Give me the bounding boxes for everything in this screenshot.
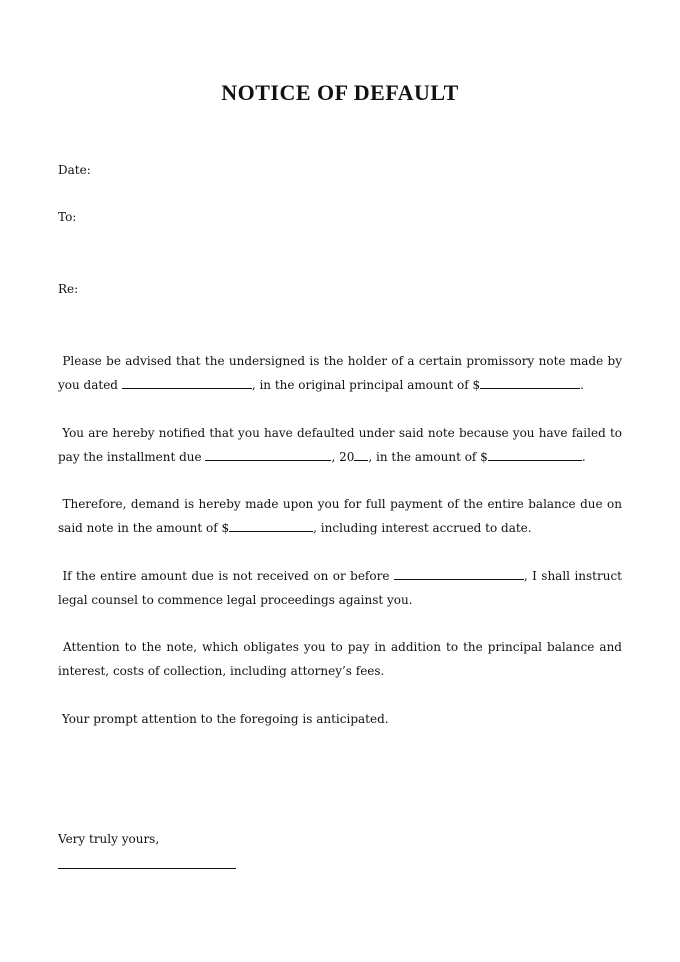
para4-text-1: If the entire amount due is not received on or before	[62, 569, 390, 583]
paragraph-demand	[58, 492, 622, 540]
to-label: To:	[58, 210, 77, 224]
paragraph-holder-notice	[58, 349, 622, 397]
para1-text-1: Please be advised that the undersigned is the holder of a certain promissory note made by you dated	[58, 354, 622, 392]
para1-text-2: , in the original principal amount of $	[251, 378, 481, 392]
para3-text-1: Therefore, demand is hereby made upon you for full payment of the entire balance due on said note in the amount of $	[58, 497, 622, 535]
para1-text-3: .	[580, 378, 584, 392]
paragraph-default-notice	[58, 421, 622, 469]
document-title: NOTICE OF DEFAULT	[221, 80, 459, 105]
installment-due-date-blank	[205, 448, 331, 461]
year-blank	[354, 448, 368, 461]
para2-text-2: , 20	[331, 450, 355, 464]
signature-line	[58, 868, 236, 869]
para2-text-3: , in the amount of $	[368, 450, 488, 464]
closing-text: Very truly yours,	[58, 832, 160, 846]
paragraph-attention	[58, 635, 622, 683]
para2-text-4: .	[581, 450, 586, 464]
installment-amount-blank	[488, 448, 582, 461]
paragraph-prompt-attention	[58, 707, 622, 731]
para5-text: Attention to the note, which obligates you to pay in addition to the principal balance and interest, costs of collection, including attorney’s fees.	[58, 640, 622, 678]
para6-text: Your prompt attention to the foregoing is anticipated.	[61, 712, 389, 726]
balance-amount-blank	[229, 519, 313, 532]
para3-text-2: , including interest accrued to date.	[313, 521, 532, 535]
para2-text-1: You are hereby notified that you have defaulted under said note because you have failed to pay the installment due	[58, 426, 622, 464]
re-label: Re:	[58, 282, 79, 296]
date-label: Date:	[58, 163, 91, 177]
para4-text-2: , I shall instruct legal counsel to commence legal proceedings against you.	[58, 569, 622, 607]
principal-amount-blank	[480, 376, 580, 389]
deadline-date-blank	[394, 567, 524, 580]
date-of-note-blank	[122, 376, 252, 389]
paragraph-deadline	[58, 564, 622, 612]
